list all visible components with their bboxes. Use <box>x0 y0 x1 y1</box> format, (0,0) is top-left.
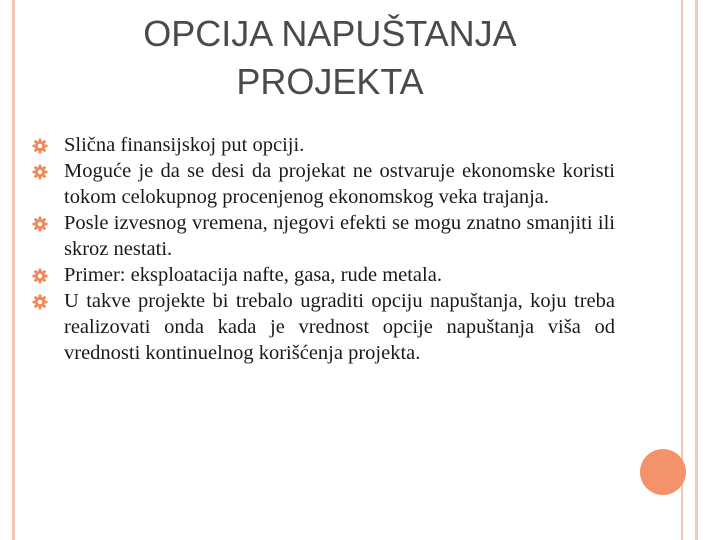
bullet-text-3: Posle izvesnog vremena, njegovi efekti se mogu znatno smanjiti ili skroz nestati. <box>64 212 615 260</box>
bullet-text-1: Slična finansijskoj put opciji. <box>64 134 305 156</box>
gear-icon <box>32 164 48 180</box>
gear-icon <box>32 138 48 154</box>
bullet-item-3 <box>32 210 615 262</box>
bullet-item-1 <box>32 132 615 158</box>
bullet-item-5 <box>32 288 615 366</box>
bullet-text-2: Moguće je da se desi da projekat ne ostvaruje ekonomske koristi tokom celokupnog procenjenog ekonomskog veka trajanja. <box>64 160 615 208</box>
bullet-text-5: U takve projekte bi trebalo ugraditi opciju napuštanja, koju treba realizovati onda kada je vrednost opcije napuštanja viša od vrednosti kontinuelnog korišćenja projekta. <box>64 290 615 364</box>
left-frame-line <box>12 0 15 540</box>
gear-icon <box>32 268 48 284</box>
slide-title-line-1: OPCIJA NAPUŠTANJA <box>143 13 517 54</box>
right-frame-outer-line <box>695 0 698 540</box>
gear-icon <box>32 294 48 310</box>
bullet-item-4 <box>32 262 615 288</box>
bullet-item-2 <box>32 158 615 210</box>
gear-icon <box>32 216 48 232</box>
decorative-circle <box>640 449 686 495</box>
slide-title <box>60 10 600 106</box>
slide-title-line-2: PROJEKTA <box>236 61 424 102</box>
bullet-list <box>32 132 615 366</box>
bullet-text-4: Primer: eksploatacija nafte, gasa, rude metala. <box>64 264 442 286</box>
